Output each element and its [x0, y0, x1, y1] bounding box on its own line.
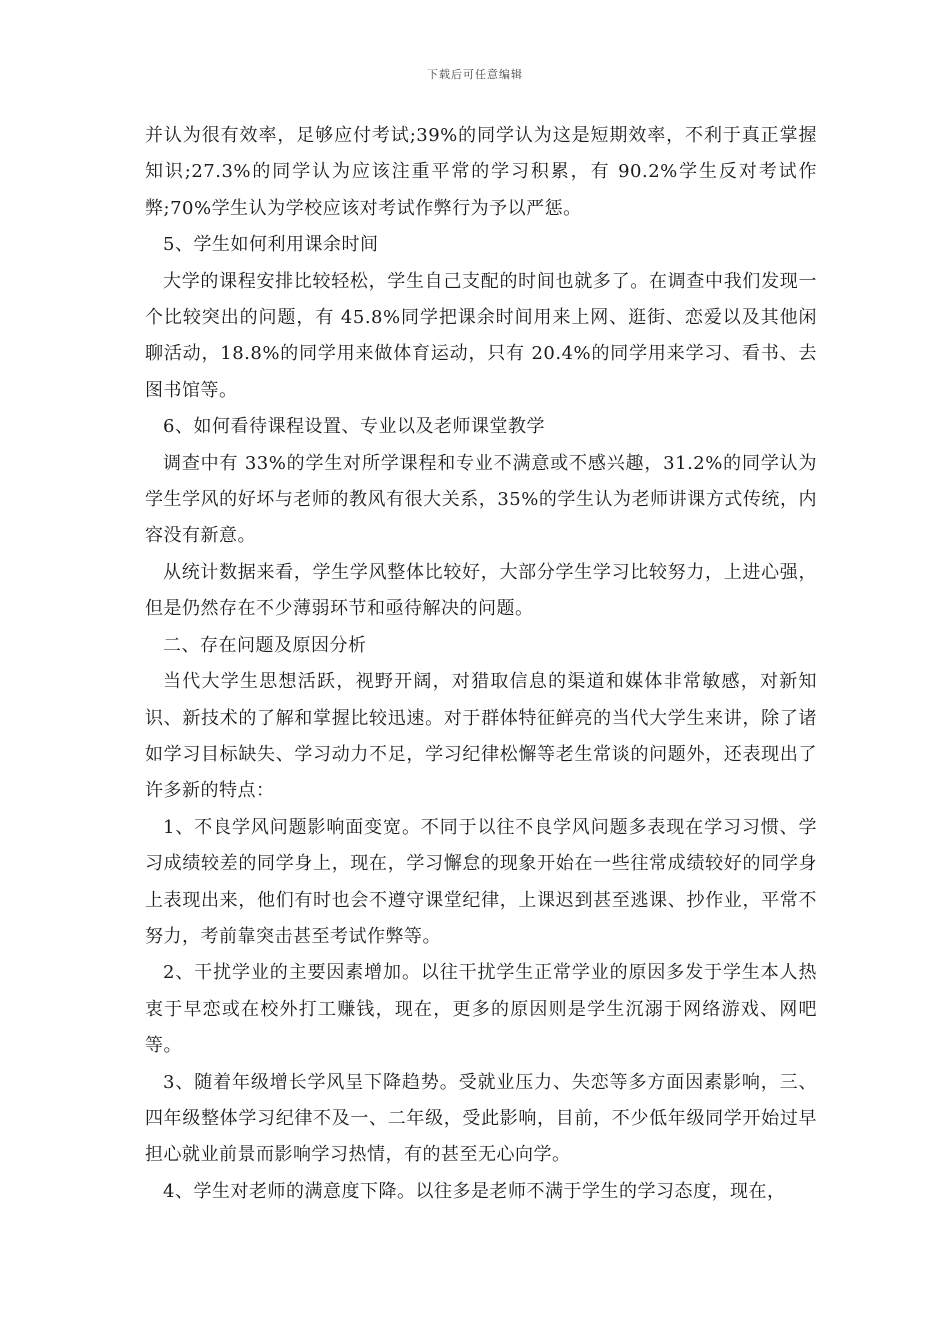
paragraph-spare-time: 大学的课程安排比较轻松，学生自己支配的时间也就多了。在调查中我们发现一个比较突出的问题，有 45.8%同学把课余时间用来上网、逛街、恋爱以及其他闲聊活动，18.8%的同学用来做体育运动，只有 20.4%的同学用来学习、看书、去图书馆等。	[145, 270, 817, 401]
header-note: 下载后可任意编辑	[427, 68, 523, 81]
paragraph-problem-3: 3、随着年级增长学风呈下降趋势。受就业压力、失恋等多方面因素影响，三、四年级整体学习纪律不及一、二年级，受此影响，目前，不少低年级同学开始过早担心就业前景而影响学习热情，有的甚至无心向学。	[145, 1071, 817, 1166]
paragraph-problem-1: 1、不良学风问题影响面变宽。不同于以往不良学风问题多表现在学习习惯、学习成绩较差的同学身上，现在，学习懈怠的现象开始在一些往常成绩较好的同学身上表现出来，他们有时也会不遵守课堂纪律，上课迟到甚至逃课、抄作业，平常不努力，考前靠突击甚至考试作弊等。	[145, 816, 817, 947]
heading-curriculum: 6、如何看待课程设置、专业以及老师课堂教学	[163, 416, 545, 438]
paragraph-problems-intro: 当代大学生思想活跃，视野开阔，对猎取信息的渠道和媒体非常敏感，对新知识、新技术的了解和掌握比较迅速。对于群体特征鲜亮的当代大学生来讲，除了诸如学习目标缺失、学习动力不足，学习纪律松懈等老生常谈的问题外，还表现出了许多新的特点：	[145, 671, 817, 802]
paragraph-problem-4: 4、学生对老师的满意度下降。以往多是老师不满于学生的学习态度，现在，	[163, 1180, 786, 1202]
paragraph-exam-views-continued: 并认为很有效率，足够应付考试;39%的同学认为这是短期效率，不利于真正掌握知识;27.3%的同学认为应该注重平常的学习积累，有 90.2%学生反对考试作弊;70%学生认为学校应该对考试作弊行为予以严惩。	[145, 125, 817, 219]
heading-spare-time: 5、学生如何利用课余时间	[163, 234, 379, 256]
paragraph-statistics-summary: 从统计数据来看，学生学风整体比较好，大部分学生学习比较努力，上进心强，但是仍然存在不少薄弱环节和亟待解决的问题。	[145, 561, 817, 620]
document-body	[145, 118, 817, 1210]
paragraph-curriculum: 调查中有 33%的学生对所学课程和专业不满意或不感兴趣，31.2%的同学认为学生学风的好坏与老师的教风有很大关系，35%的学生认为老师讲课方式传统，内容没有新意。	[145, 452, 817, 547]
paragraph-problem-2: 2、干扰学业的主要因素增加。以往干扰学生正常学业的原因多发于学生本人热衷于早恋或在校外打工赚钱，现在，更多的原因则是学生沉溺于网络游戏、网吧等。	[145, 962, 817, 1057]
section-heading-problems: 二、存在问题及原因分析	[163, 634, 367, 656]
